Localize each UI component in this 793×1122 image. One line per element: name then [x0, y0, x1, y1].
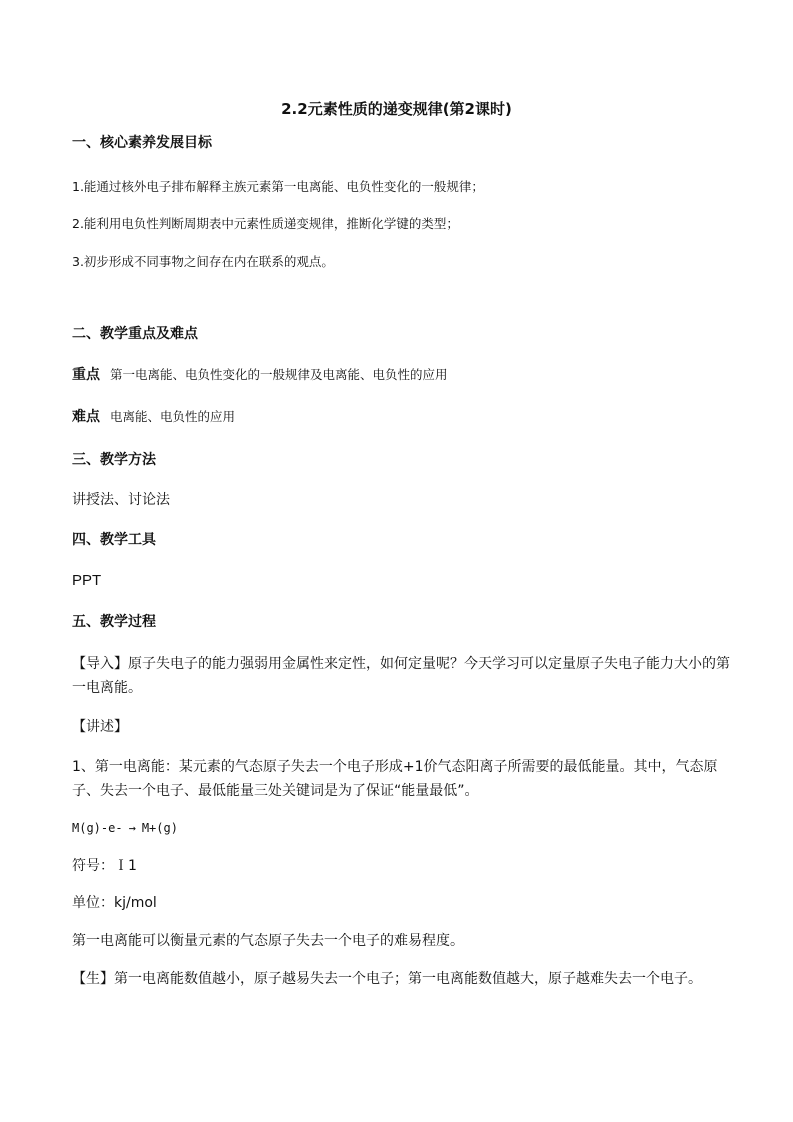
ionization-equation [72, 819, 178, 837]
section-heading-goals: 一、核心素养发展目标 [72, 135, 212, 151]
key-point-label: 重点 [72, 367, 100, 383]
section-heading-focus: 二、教学重点及难点 [72, 326, 198, 342]
equation-left: M(g)-e- [72, 821, 123, 835]
difficulty-text: 电离能、电负性的应用 [110, 409, 236, 424]
measure-line: 第一电离能可以衡量元素的气态原子失去一个电子的难易程度。 [72, 933, 464, 949]
section-heading-tools: 四、教学工具 [72, 532, 156, 548]
definition-paragraph: 1、第一电离能：某元素的气态原子失去一个电子形成+1价气态阳离子所需要的最低能量。其中，气态原子、失去一个电子、最低能量三处关键词是为了保证“能量最低”。 [72, 759, 718, 799]
key-point-text: 第一电离能、电负性变化的一般规律及电离能、电负性的应用 [110, 367, 448, 382]
intro-paragraph: 【导入】原子失电子的能力强弱用金属性来定性，如何定量呢？今天学习可以定量原子失电子能力大小的第一电离能。 [72, 656, 730, 696]
difficulty-label: 难点 [72, 409, 100, 425]
lecture-label: 【讲述】 [72, 719, 128, 735]
method-text: 讲授法、讨论法 [72, 492, 170, 508]
unit-line: 单位：kj/mol [72, 895, 157, 911]
student-response: 【生】第一电离能数值越小，原子越易失去一个电子；第一电离能数值越大，原子越难失去一个电子。 [72, 971, 702, 987]
tools-text: PPT [72, 572, 102, 589]
symbol-line: 符号：Ｉ1 [72, 858, 137, 874]
goal-item: 1.能通过核外电子排布解释主族元素第一电离能、电负性变化的一般规律； [72, 179, 484, 194]
right-arrow-icon: → [128, 821, 136, 835]
section-heading-process: 五、教学过程 [72, 614, 156, 630]
goal-item: 3.初步形成不同事物之间存在内在联系的观点。 [72, 254, 334, 269]
section-heading-method: 三、教学方法 [72, 452, 156, 468]
equation-right: M+(g) [141, 821, 178, 835]
document-title: 2.2元素性质的递变规律(第2课时) [281, 100, 512, 118]
key-point-row [72, 366, 448, 384]
goal-item: 2.能利用电负性判断周期表中元素性质递变规律，推断化学键的类型； [72, 216, 459, 231]
difficulty-row [72, 408, 235, 426]
